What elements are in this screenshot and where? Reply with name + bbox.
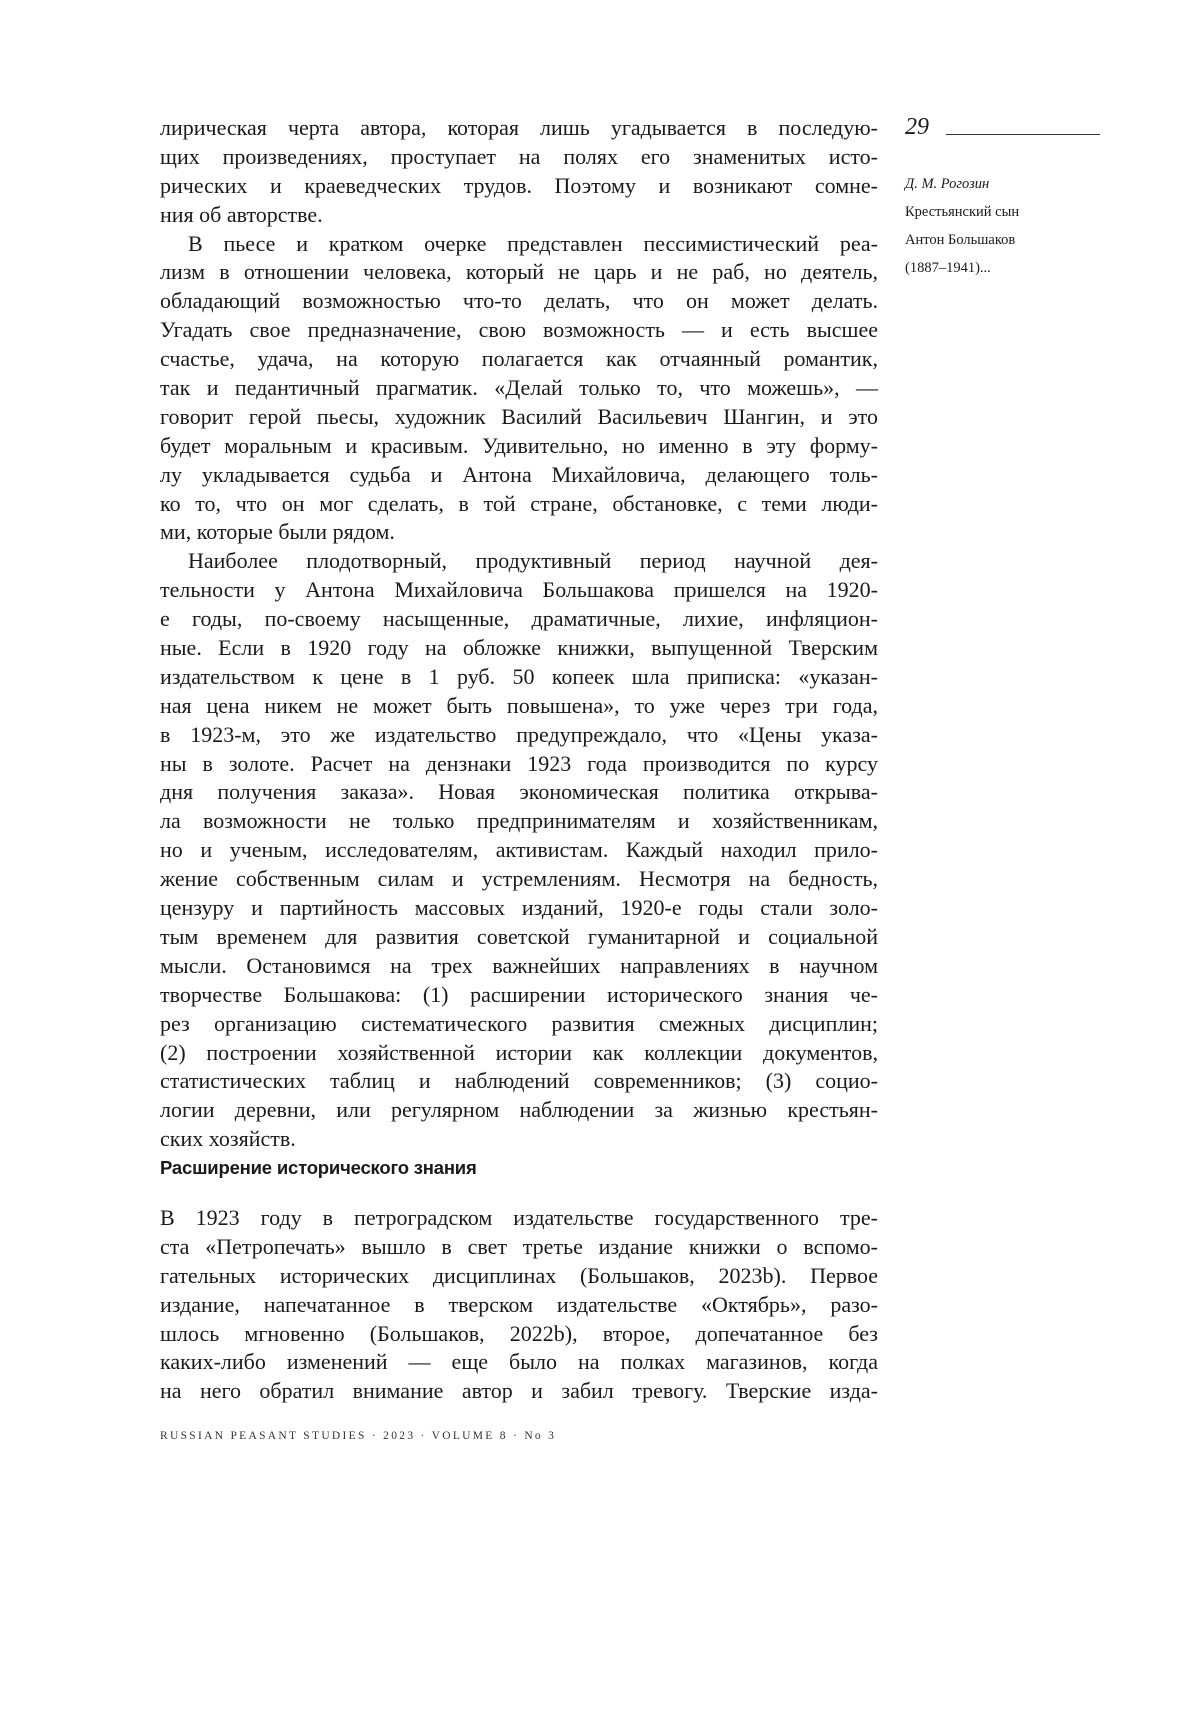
running-head-title-line: (1887–1941)... xyxy=(905,260,991,277)
text-line: лу укладывается судьба и Антона Михайловича, делающего толь- xyxy=(160,461,878,490)
text-line: счастье, удача, на которую полагается как отчаянный романтик, xyxy=(160,345,878,374)
text-line: так и педантичный прагматик. «Делай только то, что можешь», — xyxy=(160,374,878,403)
text-line: жение собственным силам и устремлениям. Несмотря на бедность, xyxy=(160,865,878,894)
page-number-rule xyxy=(946,134,1100,135)
journal-footer: RUSSIAN PEASANT STUDIES · 2023 · VOLUME 8 · No 3 xyxy=(160,1430,556,1442)
paragraph xyxy=(160,1204,878,1406)
page-number: 29 xyxy=(905,114,929,141)
text-line: рез организацию систематического развития смежных дисциплин; xyxy=(160,1010,878,1039)
text-line: лизм в отношении человека, который не царь и не раб, но деятель, xyxy=(160,258,878,287)
text-line: статистических таблиц и наблюдений современников; (3) социо- xyxy=(160,1067,878,1096)
text-line: ные. Если в 1920 году на обложке книжки, выпущенной Тверским xyxy=(160,634,878,663)
text-line: В пьесе и кратком очерке представлен пессимистический реа- xyxy=(160,230,878,259)
text-line: на него обратил внимание автор и забил тревогу. Тверские изда- xyxy=(160,1377,878,1406)
text-line: е годы, по-своему насыщенные, драматичные, лихие, инфляцион- xyxy=(160,605,878,634)
section-text xyxy=(160,1204,878,1406)
text-line: будет моральным и красивым. Удивительно, но именно в эту форму- xyxy=(160,432,878,461)
text-line: издательством к цене в 1 руб. 50 копеек шла приписка: «указан- xyxy=(160,663,878,692)
paragraph xyxy=(160,547,878,1154)
text-line: щих произведениях, проступает на полях его знаменитых исто- xyxy=(160,143,878,172)
paragraph xyxy=(160,230,878,548)
text-line: ная цена никем не может быть повышена», то уже через три года, xyxy=(160,692,878,721)
section-heading: Расширение исторического знания xyxy=(160,1157,477,1179)
text-line: гательных исторических дисциплинах (Большаков, 2023b). Первое xyxy=(160,1262,878,1291)
main-text xyxy=(160,114,878,1154)
text-line: ны в золоте. Расчет на дензнаки 1923 года производится по курсу xyxy=(160,750,878,779)
running-head-title-line: Антон Большаков xyxy=(905,232,1015,249)
running-head-title-line: Крестьянский сын xyxy=(905,204,1019,221)
text-line: говорит герой пьесы, художник Василий Васильевич Шангин, и это xyxy=(160,403,878,432)
text-line: Угадать свое предназначение, свою возможность — и есть высшее xyxy=(160,316,878,345)
text-line: ских хозяйств. xyxy=(160,1125,878,1154)
text-line: ко то, что он мог сделать, в той стране, обстановке, с теми люди- xyxy=(160,490,878,519)
text-line: в 1923-м, это же издательство предупреждало, что «Цены указа- xyxy=(160,721,878,750)
text-line: но и ученым, исследователям, активистам. Каждый находил прило- xyxy=(160,836,878,865)
text-line: логии деревни, или регулярном наблюдении за жизнью крестьян- xyxy=(160,1096,878,1125)
text-line: рических и краеведческих трудов. Поэтому и возникают сомне- xyxy=(160,172,878,201)
text-line: ния об авторстве. xyxy=(160,201,878,230)
text-line: каких-либо изменений — еще было на полках магазинов, когда xyxy=(160,1348,878,1377)
text-line: Наиболее плодотворный, продуктивный период научной дея- xyxy=(160,547,878,576)
text-line: ста «Петропечать» вышло в свет третье издание книжки о вспомо- xyxy=(160,1233,878,1262)
text-line: тельности у Антона Михайловича Большакова пришелся на 1920- xyxy=(160,576,878,605)
text-line: В 1923 году в петроградском издательстве государственного тре- xyxy=(160,1204,878,1233)
text-line: творчестве Большакова: (1) расширении исторического знания че- xyxy=(160,981,878,1010)
text-line: (2) построении хозяйственной истории как коллекции документов, xyxy=(160,1039,878,1068)
running-head-author: Д. М. Рогозин xyxy=(905,176,989,193)
text-line: ла возможности не только предпринимателям и хозяйственникам, xyxy=(160,807,878,836)
text-line: обладающий возможностью что-то делать, что он может делать. xyxy=(160,287,878,316)
text-line: лирическая черта автора, которая лишь угадывается в последую- xyxy=(160,114,878,143)
text-line: ми, которые были рядом. xyxy=(160,518,878,547)
text-line: издание, напечатанное в тверском издательстве «Октябрь», разо- xyxy=(160,1291,878,1320)
text-line: тым временем для развития советской гуманитарной и социальной xyxy=(160,923,878,952)
text-line: дня получения заказа». Новая экономическая политика открыва- xyxy=(160,778,878,807)
text-line: цензуру и партийность массовых изданий, 1920-е годы стали золо- xyxy=(160,894,878,923)
text-line: шлось мгновенно (Большаков, 2022b), второе, допечатанное без xyxy=(160,1320,878,1349)
text-line: мысли. Остановимся на трех важнейших направлениях в научном xyxy=(160,952,878,981)
paragraph xyxy=(160,114,878,230)
